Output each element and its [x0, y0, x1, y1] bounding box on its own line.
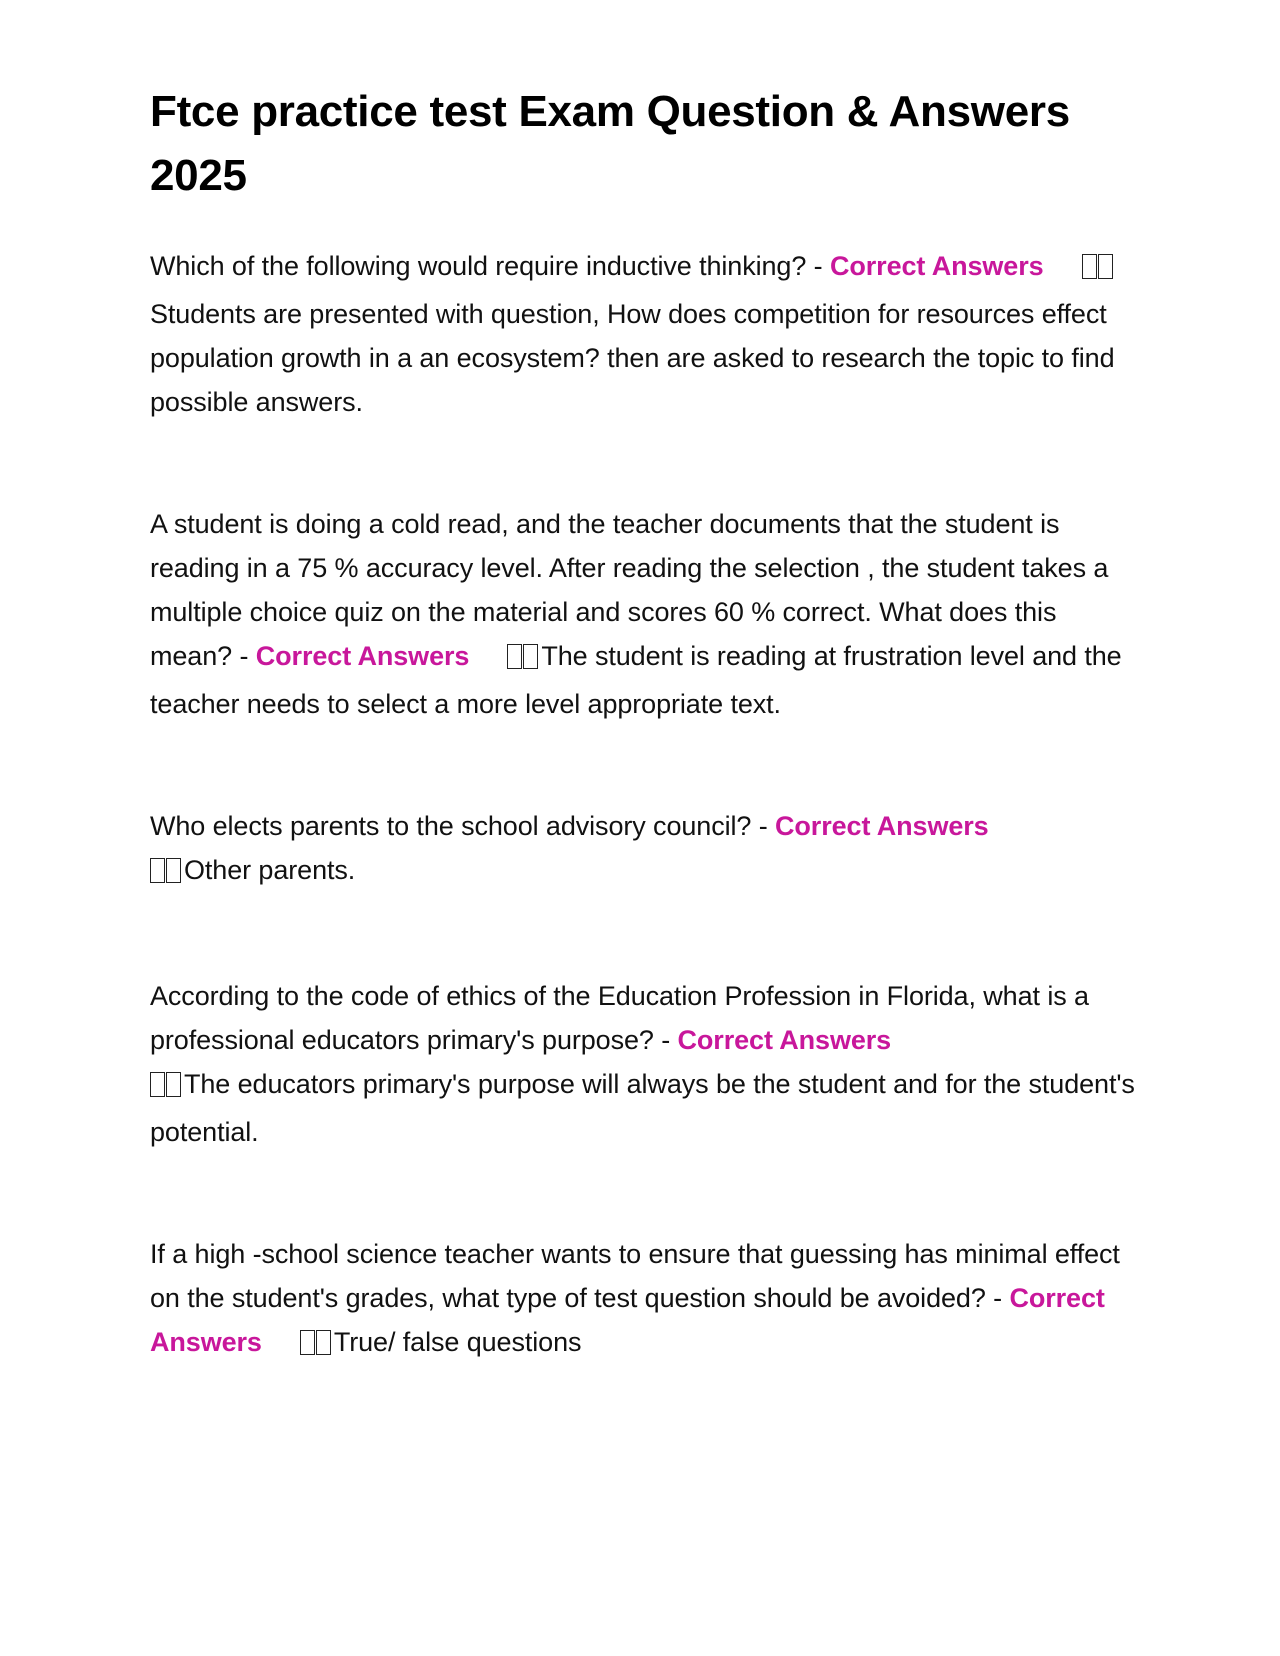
question-text: Who elects parents to the school advisory council? -	[150, 811, 776, 841]
missing-glyph-icon	[300, 1324, 332, 1368]
answer-text: The educators primary's purpose will always be the student and for the student's potential.	[150, 1069, 1135, 1147]
qa-item	[150, 244, 1140, 424]
correct-answers-label: Correct Answers	[255, 641, 470, 671]
qa-item	[150, 974, 1140, 1154]
correct-answers-label: Correct Answers	[150, 1283, 1105, 1357]
answer-text: Other parents.	[184, 855, 356, 885]
answer-text: True/ false questions	[333, 1327, 582, 1357]
missing-glyph-icon	[150, 1066, 182, 1110]
qa-item	[150, 1232, 1140, 1368]
correct-answers-label: Correct Answers	[775, 811, 989, 841]
document-title: Ftce practice test Exam Question & Answers 2025	[150, 87, 1070, 200]
document-page	[150, 80, 1140, 1446]
answer-text: The student is reading at frustration level and the teacher needs to select a more level appropriate text.	[150, 641, 1122, 719]
missing-glyph-icon	[507, 638, 539, 682]
question-text: Which of the following would require inductive thinking? -	[150, 251, 830, 281]
question-text: A student is doing a cold read, and the teacher documents that the student is reading in a 75 % accuracy level. After reading the selection , the student takes a multiple choice quiz on the material and scores 60 % correct. What does this mean? -	[150, 509, 1109, 671]
answer-text: Students are presented with question, How does competition for resources effect population growth in a an ecosystem? then are asked to research the topic to find possible answers.	[150, 299, 1115, 417]
question-text: If a high -school science teacher wants to ensure that guessing has minimal effect on the student's grades, what type of test question should be avoided? -	[150, 1239, 1120, 1313]
question-text: According to the code of ethics of the Education Profession in Florida, what is a professional educators primary's purpose? -	[150, 981, 1089, 1055]
missing-glyph-icon	[150, 852, 182, 896]
missing-glyph-icon	[1082, 248, 1114, 292]
correct-answers-label: Correct Answers	[677, 1025, 892, 1055]
qa-item	[150, 804, 1140, 896]
correct-answers-label: Correct Answers	[829, 251, 1044, 281]
qa-item	[150, 502, 1140, 726]
